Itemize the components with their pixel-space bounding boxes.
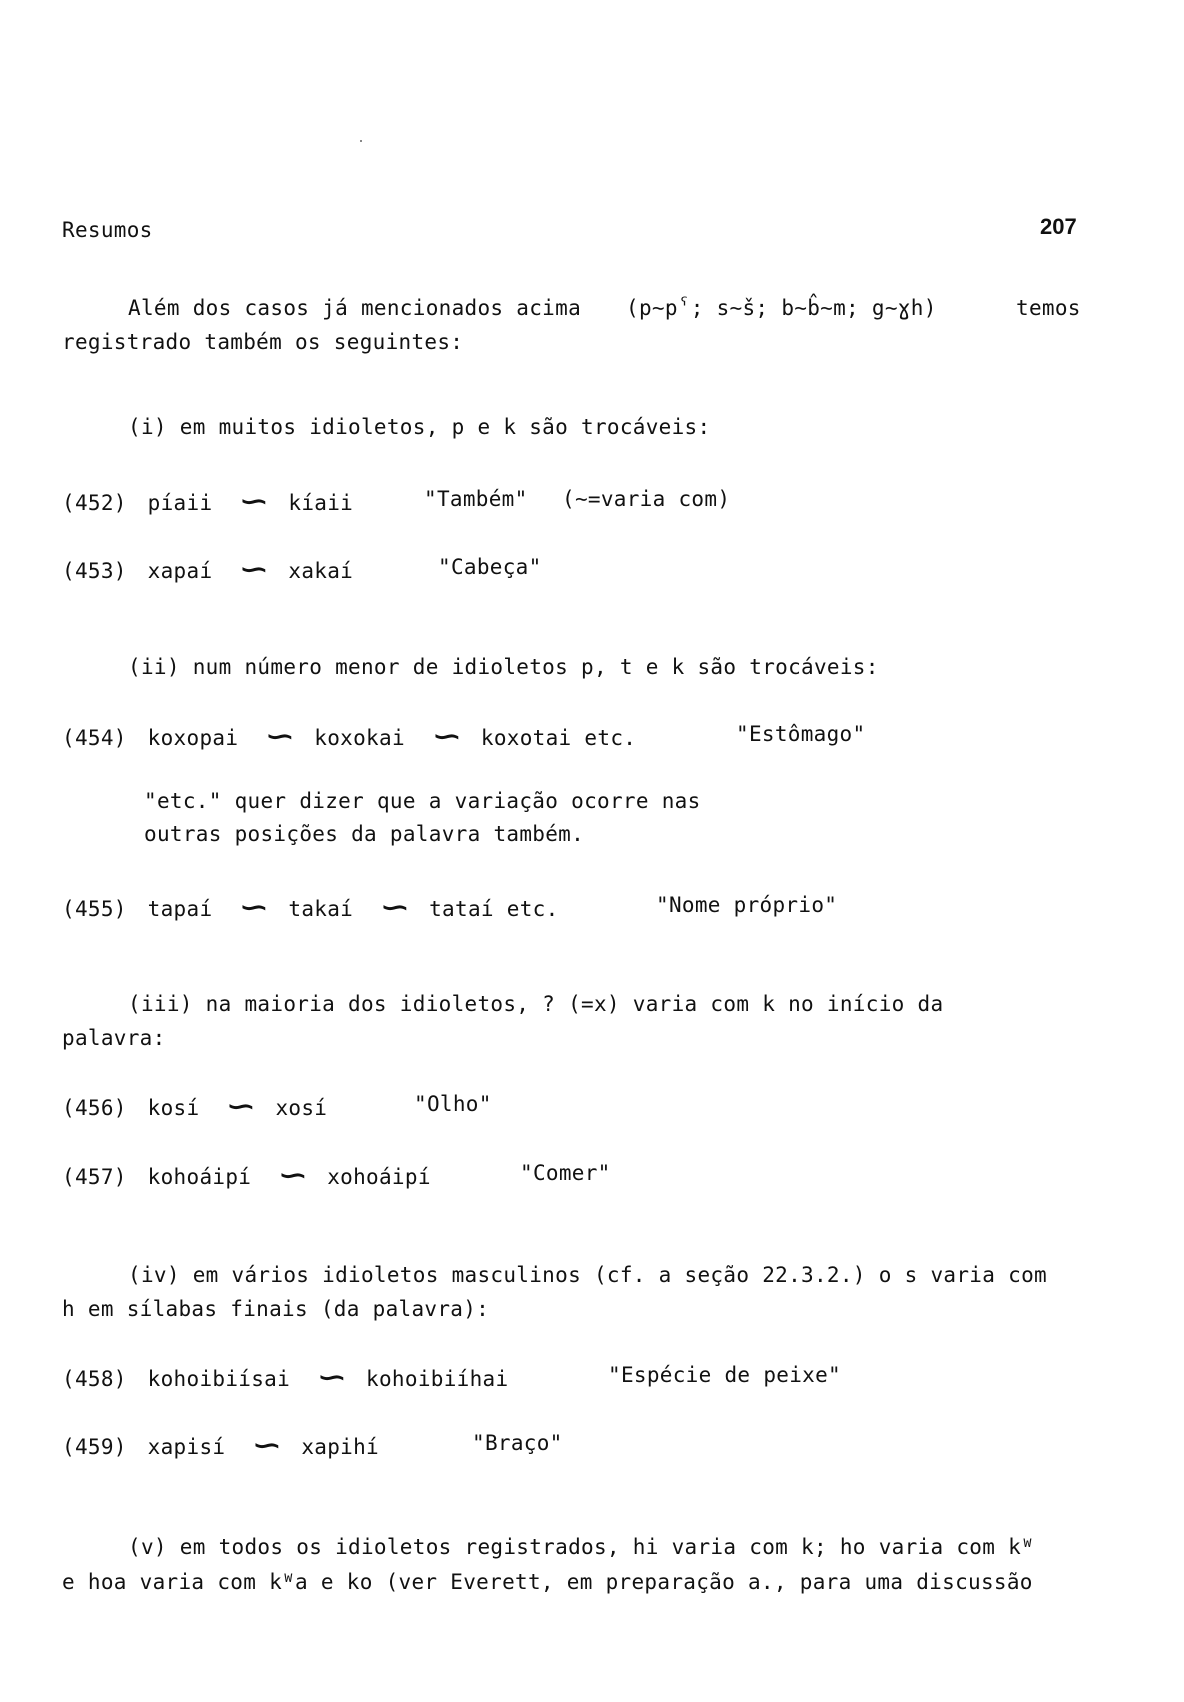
- example-454: [62, 722, 644, 752]
- form-2: takaí: [288, 897, 354, 921]
- example-452: [62, 487, 361, 517]
- form-2: xosí: [275, 1096, 328, 1120]
- example-456: [62, 1092, 335, 1122]
- form-3: koxotai etc.: [480, 726, 637, 750]
- example-number: (454): [62, 726, 127, 750]
- section-iv-line-1: (iv) em vários idioletos masculinos (cf. a seção 22.3.2.) o s varia com: [128, 1263, 1047, 1287]
- form-2: koxokai: [314, 726, 405, 750]
- gloss-455: "Nome próprio": [656, 893, 838, 917]
- example-number: (457): [62, 1165, 127, 1189]
- example-number: (456): [62, 1096, 127, 1120]
- gloss-457: "Comer": [520, 1161, 611, 1185]
- form-1: tapaí: [147, 897, 213, 921]
- variation-tilde-icon: ∽: [251, 1431, 283, 1461]
- form-2: kohoibiíhai: [366, 1367, 509, 1391]
- intro-line-1-end: temos: [1016, 296, 1081, 320]
- form-3: tataí etc.: [429, 897, 559, 921]
- form-1: kosí: [147, 1096, 200, 1120]
- section-v-line-2: e hoa varia com kᵂa e ko (ver Everett, em preparação a., para uma discussão: [62, 1570, 1033, 1594]
- variation-tilde-icon: ∽: [431, 722, 463, 752]
- intro-line-2: registrado também os seguintes:: [62, 330, 464, 354]
- section-iii-line-1: (iii) na maioria dos idioletos, ? (=x) varia com k no início da: [128, 992, 944, 1016]
- section-ii-heading: (ii) num número menor de idioletos p, t e k são trocáveis:: [128, 655, 879, 679]
- variation-tilde-icon: ∽: [264, 722, 296, 752]
- form-1: kohoibiísai: [147, 1367, 291, 1391]
- section-iv-line-2: h em sílabas finais (da palavra):: [62, 1297, 490, 1321]
- variation-tilde-icon: ∽: [379, 893, 411, 923]
- example-453: [62, 555, 361, 585]
- page-number: 207: [1040, 214, 1077, 239]
- form-1: píaii: [147, 491, 213, 515]
- variation-tilde-icon: ∽: [316, 1363, 348, 1393]
- example-number: (453): [62, 559, 127, 583]
- gloss-453: "Cabeça": [438, 555, 542, 579]
- variation-tilde-icon: ∽: [238, 555, 270, 585]
- scan-speck: [360, 140, 362, 142]
- gloss-452: "Também": [424, 487, 528, 511]
- example-459: [62, 1431, 387, 1461]
- gloss-459: "Braço": [472, 1431, 563, 1455]
- form-2: kíaii: [288, 491, 354, 515]
- section-v-line-1: (v) em todos os idioletos registrados, hi varia com k; ho varia com kᵂ: [128, 1535, 1035, 1559]
- etc-note-line-1: "etc." quer dizer que a variação ocorre nas: [144, 789, 701, 813]
- example-455: [62, 893, 567, 923]
- intro-line-1-text: Além dos casos já mencionados acima: [128, 296, 582, 320]
- etc-note-line-2: outras posições da palavra também.: [144, 822, 585, 846]
- example-458: [62, 1363, 516, 1393]
- example-number: (455): [62, 897, 127, 921]
- example-457: [62, 1161, 439, 1191]
- form-1: kohoáipí: [147, 1165, 252, 1189]
- form-1: xapisí: [147, 1435, 226, 1459]
- tilde-note: (∼=varia com): [562, 487, 731, 511]
- example-number: (458): [62, 1367, 127, 1391]
- form-1: xapaí: [147, 559, 213, 583]
- section-i-heading: (i) em muitos idioletos, p e k são trocáveis:: [128, 415, 711, 439]
- example-number: (452): [62, 491, 127, 515]
- form-2: xapihí: [301, 1435, 380, 1459]
- variation-tilde-icon: ∽: [238, 487, 270, 517]
- gloss-458: "Espécie de peixe": [608, 1363, 841, 1387]
- running-header: Resumos: [62, 218, 153, 242]
- form-2: xakaí: [288, 559, 354, 583]
- section-iii-line-2: palavra:: [62, 1026, 166, 1050]
- form-1: koxopai: [147, 726, 239, 750]
- gloss-454: "Estômago": [736, 722, 866, 746]
- variation-tilde-icon: ∽: [238, 893, 270, 923]
- gloss-456: "Olho": [414, 1092, 492, 1116]
- variation-tilde-icon: ∽: [277, 1161, 309, 1191]
- intro-line-1-cases: (p∼pˁ; s∼š; b∼b̂∼m; g∼ɣh): [626, 296, 937, 320]
- form-2: xohoáipí: [327, 1165, 431, 1189]
- example-number: (459): [62, 1435, 127, 1459]
- variation-tilde-icon: ∽: [225, 1092, 257, 1122]
